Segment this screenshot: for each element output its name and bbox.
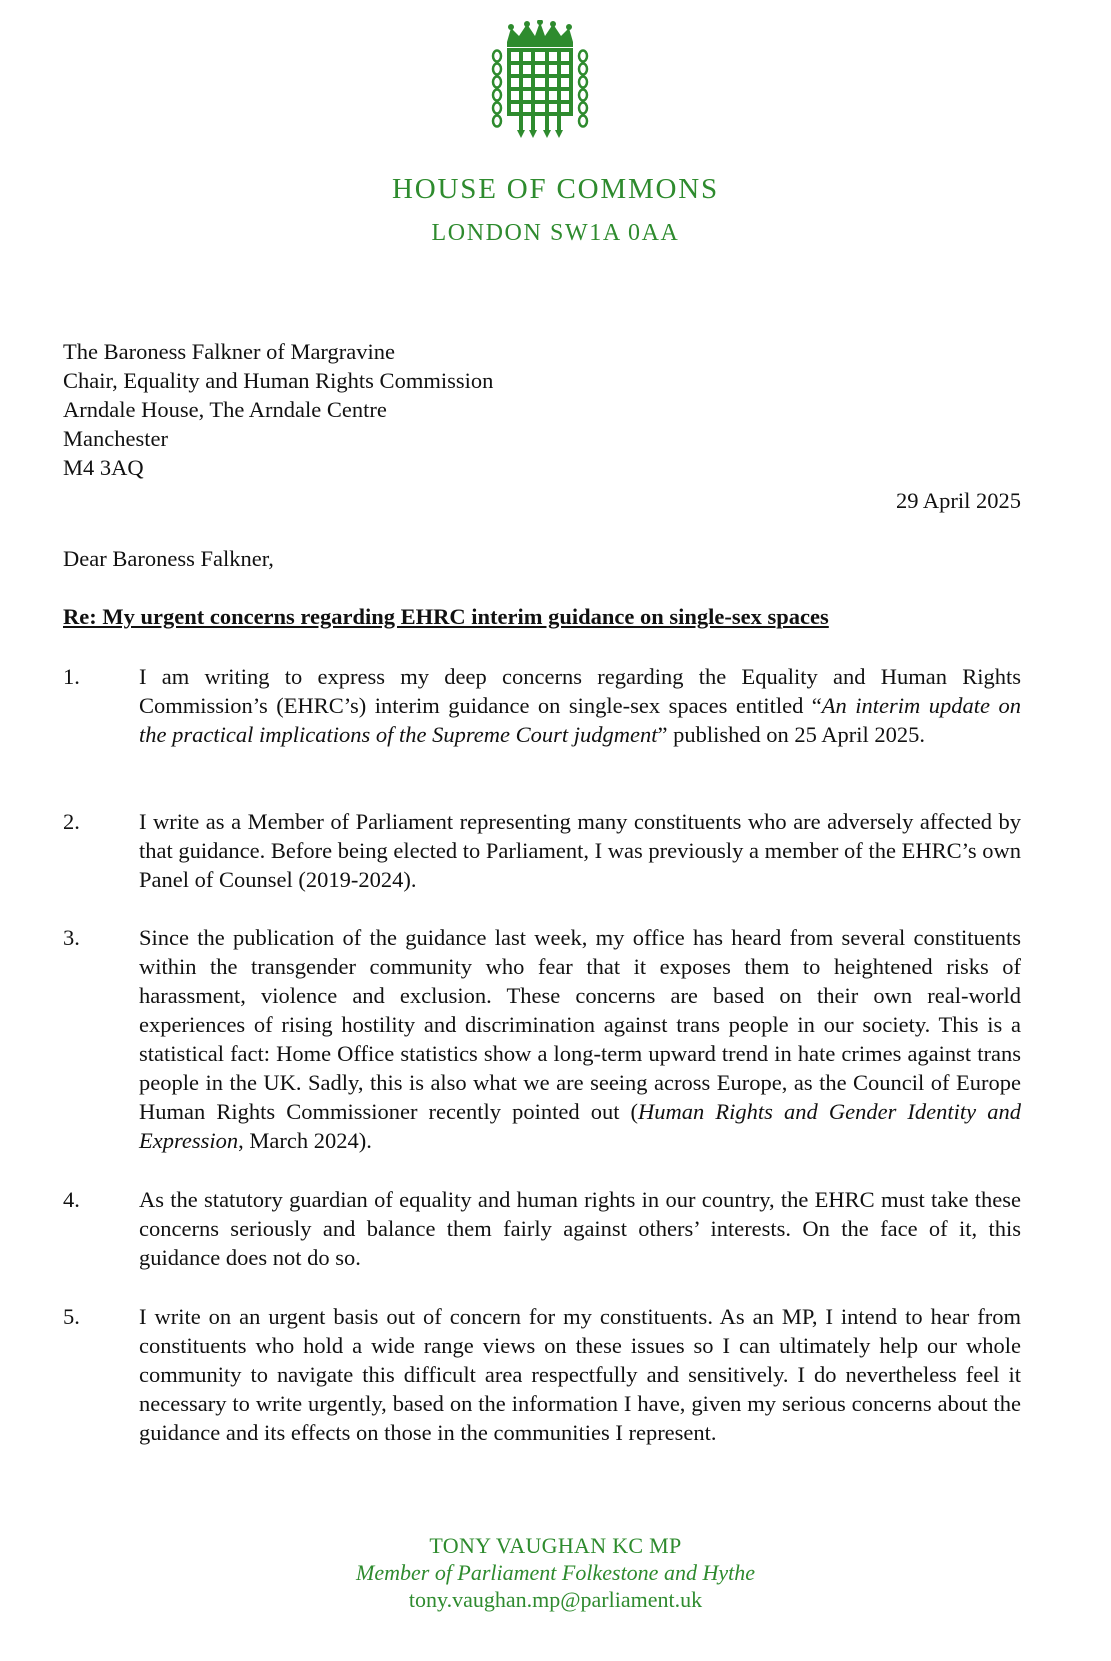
recipient-line: Chair, Equality and Human Rights Commission [63, 368, 494, 393]
paragraph-text: I am writing to express my deep concerns regarding the Equality and Human Rights Commission’s (EHRC’s) interim guidance on single-sex spaces entitled “An interim update on the practical implications of the Supreme Court judgment” published on 25 April 2025. [139, 664, 1021, 747]
recipient-line: Arndale House, The Arndale Centre [63, 397, 387, 422]
numbered-paragraph [63, 923, 1021, 1155]
letterhead-address: LONDON SW1A 0AA [431, 220, 680, 246]
recipient-line: The Baroness Falkner of Margravine [63, 339, 395, 364]
letterhead-title: HOUSE OF COMMONS [392, 173, 719, 205]
portcullis-crown-icon [489, 20, 591, 142]
paragraph-number: 3. [63, 925, 80, 950]
numbered-paragraph [63, 1302, 1021, 1447]
paragraph-number: 5. [63, 1304, 80, 1329]
letter-date: 29 April 2025 [895, 488, 1021, 513]
paragraph-text: Since the publication of the guidance last week, my office has heard from several constituents within the transgender community who fear that it exposes them to heightened risks of harassment, violence and exclusion. These concerns are based on their own real-world experiences of rising hostility and discrimination against trans people in our society. This is a statistical fact: Home Office statistics show a long-term upward trend in hate crimes against trans people in the UK. Sadly, this is also what we are seeing across Europe, as the Council of Europe Human Rights Commissioner recently pointed out (Human Rights and Gender Identity and Expression, March 2024). [139, 925, 1021, 1153]
paragraph-number: 2. [63, 809, 80, 834]
subject-line: Re: My urgent concerns regarding EHRC interim guidance on single-sex spaces [63, 604, 829, 629]
paragraph-text: I write as a Member of Parliament representing many constituents who are adversely affected by that guidance. Before being elected to Parliament, I was previously a member of the EHRC’s own Panel of Counsel (2019-2024). [139, 809, 1021, 892]
numbered-paragraph [63, 1185, 1021, 1272]
paragraph-number: 1. [63, 664, 80, 689]
paragraph-text: As the statutory guardian of equality and human rights in our country, the EHRC must take these concerns seriously and balance them fairly against others’ interests. On the face of it, this guidance does not do so. [139, 1187, 1021, 1270]
salutation: Dear Baroness Falkner, [63, 546, 274, 571]
paragraph-number: 4. [63, 1187, 80, 1212]
signatory-email[interactable]: tony.vaughan.mp@parliament.uk [408, 1587, 703, 1612]
recipient-line: M4 3AQ [63, 455, 144, 480]
numbered-paragraph [63, 662, 1021, 749]
numbered-paragraph [63, 807, 1021, 894]
recipient-address [63, 337, 493, 482]
signatory-role: Member of Parliament Folkestone and Hythe [356, 1560, 755, 1585]
recipient-line: Manchester [63, 426, 168, 451]
signatory-name: TONY VAUGHAN KC MP [429, 1533, 682, 1558]
paragraph-text: I write on an urgent basis out of concern for my constituents. As an MP, I intend to hear from constituents who hold a wide range views on these issues so I can ultimately help our whole community to navigate this difficult area respectfully and sensitively. I do nevertheless feel it necessary to write urgently, based on the information I have, given my serious concerns about the guidance and its effects on those in the communities I represent. [139, 1304, 1021, 1445]
report-title: Human Rights and Gender Identity and Expression [139, 1099, 1021, 1153]
guidance-title: An interim update on the practical implications of the Supreme Court judgment [139, 693, 1021, 747]
